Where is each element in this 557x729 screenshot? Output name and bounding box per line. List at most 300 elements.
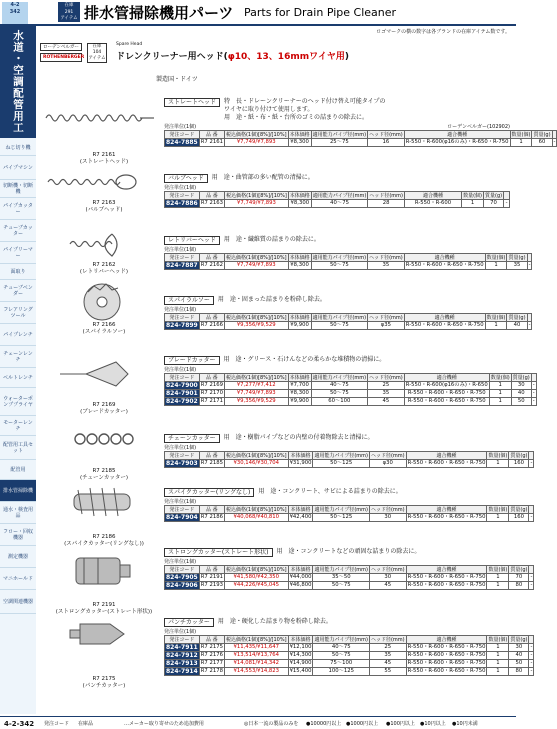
sidebar-tab[interactable]: モーターレンチ xyxy=(0,416,36,436)
spec-cell: - xyxy=(505,200,508,206)
order-unit-note: 発注単位(1個) xyxy=(164,499,197,505)
sidebar-tab[interactable]: チェーンレンチ xyxy=(0,346,36,368)
caption-model: R7 2162 xyxy=(92,262,116,268)
desc-line: ワイヤに取り付けて使用します。 xyxy=(224,106,314,113)
caption-model: R7 2169 xyxy=(92,402,116,408)
spec-cell[interactable]: 824-7913 xyxy=(166,660,198,667)
spec-cell: ¥7,749/¥7,893 xyxy=(224,390,288,398)
spec-cell: ¥9,900 xyxy=(288,398,311,406)
spec-header-cell: 発注コード xyxy=(165,636,200,644)
spec-cell: 35～50 xyxy=(313,574,370,582)
sidebar-tab[interactable]: 配管用工具セット xyxy=(0,436,36,460)
spec-cell: R7 2185 xyxy=(200,460,223,466)
spec-header-cell: ヘッド径(mm) xyxy=(370,506,405,513)
desc-line: 用 途・固まった詰まりを粉砕し除去。 xyxy=(217,296,326,303)
spec-table xyxy=(164,191,510,208)
sidebar-tab[interactable]: パイプレンチ xyxy=(0,324,36,346)
order-unit-note: 発注単位(1個) xyxy=(164,559,197,565)
spec-header-cell: 適合機種 xyxy=(406,452,487,460)
sidebar-tab[interactable]: フロー・回収機器 xyxy=(0,524,36,546)
spec-header-cell: 発注コード xyxy=(165,192,200,200)
spec-cell: R7 2191 xyxy=(200,574,223,580)
spec-row xyxy=(165,390,537,398)
product-title-wire: φ10、13、16mmワイヤ用 xyxy=(227,52,345,62)
product-section xyxy=(164,356,535,406)
spec-cell: R7 2169 xyxy=(200,382,223,388)
caption-name: (チェーンカッター) xyxy=(80,475,128,481)
section-label: パンチカッター xyxy=(164,618,214,627)
brand-row xyxy=(40,42,510,69)
section-desc xyxy=(218,296,326,304)
spec-cell: 50～75 xyxy=(311,262,368,270)
spec-cell: R7 2193 xyxy=(200,582,223,588)
spec-header-cell: 適合機種 xyxy=(404,314,485,322)
spec-cell[interactable]: 824-7901 xyxy=(166,390,198,397)
spec-header-row xyxy=(165,506,534,514)
spec-header-cell: 発注コード xyxy=(165,254,200,262)
desc-line: 用 途・硬化した詰まり物を粉砕し除去。 xyxy=(217,618,332,625)
spec-cell: - xyxy=(530,514,533,520)
spec-cell: 40 xyxy=(511,390,531,398)
spec-header-cell: 数量(個) xyxy=(488,636,508,643)
spec-cell: ¥44,000 xyxy=(289,574,312,580)
order-unit-note: 発注単位(1個) xyxy=(164,367,197,373)
spec-row xyxy=(165,139,557,147)
spec-header-cell: 適合機種 xyxy=(404,131,510,139)
sidebar-tab[interactable]: 測定機器 xyxy=(0,546,36,568)
spiral-saw-image xyxy=(84,284,120,320)
spec-header-cell: 質量(g) xyxy=(508,314,526,321)
spec-cell[interactable]: 824-7900 xyxy=(166,382,198,389)
spec-header-cell: 品 番 xyxy=(199,374,224,382)
sidebar-tab[interactable]: ウォーターポンププライヤ xyxy=(0,388,36,416)
brand-note: ロゴマークの横の数字は各ブランドの在庫アイテム数です。 xyxy=(376,29,510,35)
spec-row xyxy=(165,574,534,582)
spec-header-cell: 本体価格 xyxy=(289,192,310,199)
spec-header-cell: 品 番 xyxy=(199,254,224,262)
spec-cell: ¥11,435/¥11,647 xyxy=(224,644,288,652)
desc-line: 用 途・繊維質の詰まりの除去に。 xyxy=(223,236,320,243)
spec-cell: - xyxy=(553,139,556,145)
spec-cell: ¥14,300 xyxy=(289,652,312,658)
spec-cell: R-550・R-600・R-650・R-750 xyxy=(407,574,486,580)
spec-table xyxy=(164,635,534,676)
sidebar-tab[interactable]: フレアリングツール xyxy=(0,302,36,324)
spec-cell: R-550・R-600・R-650・R-750 xyxy=(404,390,489,398)
spec-cell: 1 xyxy=(487,574,509,582)
spec-header-cell: 税込価格(1個)[8%]/[10%] xyxy=(225,314,287,321)
spec-header-cell: 適用能力パイプ径(mm) xyxy=(312,254,367,261)
spec-cell: 160 xyxy=(509,514,529,522)
spec-header-cell: 税込価格(1個)[8%]/[10%] xyxy=(225,131,287,138)
desc-line: 用 途・紙・布・紙・台所のゴミの詰まりの除去に。 xyxy=(224,114,369,121)
caption-name: (スパイクカッター(リングなし)) xyxy=(64,541,144,547)
spec-header-cell: 本体価格 xyxy=(289,374,310,381)
product-caption xyxy=(44,200,164,214)
brand-logo-jp: ローデンベルガー xyxy=(40,43,82,51)
brand-stock-badge: 在庫 104 アイテム xyxy=(88,44,106,61)
spec-header-cell: 税込価格(1個)[8%]/[10%] xyxy=(225,506,287,513)
spec-header-cell: 本体価格 xyxy=(288,636,313,644)
sidebar-tab[interactable]: パイプカッター xyxy=(0,198,36,220)
spec-cell: 50～75 xyxy=(311,322,368,330)
spec-cell: - xyxy=(532,382,535,388)
footer-legend-10000: ●10000円以上 xyxy=(306,721,342,727)
spec-cell: R7 2175 xyxy=(200,644,223,650)
sidebar-tab[interactable]: 排水管掃除機 xyxy=(0,480,36,502)
section-desc xyxy=(224,434,374,442)
section-label: ストレートヘッド xyxy=(164,98,220,107)
section-desc xyxy=(224,236,320,244)
desc-line: 特 長・ドレーンクリーナーのヘッド付け替え可能タイプの xyxy=(224,98,386,105)
footer-legend-code: 発注コード xyxy=(44,721,70,727)
spec-header-cell: 品 番 xyxy=(199,314,224,322)
spec-cell: R-550・R-600・R-650・R-750 xyxy=(405,322,484,328)
caption-model: R7 2185 xyxy=(92,468,116,474)
spec-row xyxy=(165,668,534,676)
spec-header-cell: 本体価格 xyxy=(288,452,313,460)
spec-cell: 1 xyxy=(489,382,511,390)
sidebar-tab[interactable]: 空調関連機器 xyxy=(0,590,36,614)
spec-header-cell: 適合機種 xyxy=(406,506,487,514)
section-label: ブレードカッター xyxy=(164,356,220,365)
sidebar-tab[interactable]: パイプマシン xyxy=(0,156,36,180)
retriever-head-image xyxy=(70,234,117,256)
order-unit-note: 発注単位(1個) xyxy=(164,124,197,130)
section-desc xyxy=(224,98,385,122)
spec-header-cell: 品 番 xyxy=(199,192,224,200)
spec-cell: 35 xyxy=(507,262,527,270)
spec-header-cell: 本体価格 xyxy=(288,566,313,574)
product-title xyxy=(116,49,349,62)
spec-cell[interactable]: 824-7906 xyxy=(166,582,198,589)
sidebar-tab[interactable]: チューブカッター xyxy=(0,220,36,242)
product-section xyxy=(164,488,533,522)
spec-cell: R7 2170 xyxy=(200,390,223,396)
spec-row xyxy=(165,514,534,522)
spec-cell: 50 xyxy=(511,398,531,406)
caption-model: R7 2175 xyxy=(92,676,116,682)
spec-header-cell: 適用能力パイプ径(mm) xyxy=(314,452,368,459)
spec-cell: R7 2176 xyxy=(200,652,223,658)
spec-cell: R-550・R-600・R-650・R-750 xyxy=(405,262,484,268)
desc-line: 用 途・コンクリート、サビによる詰まりの除去に。 xyxy=(258,488,402,495)
spec-row xyxy=(165,644,534,652)
spec-header-cell: ヘッド径(mm) xyxy=(369,374,403,381)
product-section xyxy=(164,174,510,208)
spec-header-cell: 質量(g) xyxy=(512,374,530,381)
spec-cell: ¥14,900 xyxy=(289,660,312,666)
order-unit-note: 発注単位(1個) xyxy=(164,629,197,635)
spec-cell: 50～125 xyxy=(313,460,370,468)
product-caption xyxy=(44,152,164,166)
spec-cell: 55 xyxy=(369,668,406,676)
spec-row xyxy=(165,582,534,590)
footer-legend-quality: ◎日本一流の製品のみを xyxy=(244,721,299,727)
spec-header-cell: 税込価格(1個)[8%]/[10%] xyxy=(226,192,287,199)
spec-cell: ¥46,800 xyxy=(289,582,312,588)
spec-header-cell: ヘッド径(mm) xyxy=(370,636,405,643)
origin-country: 製造国・ドイツ xyxy=(156,76,198,83)
spec-cell[interactable]: 824-7899 xyxy=(166,322,198,329)
sidebar-tab[interactable]: 面取り xyxy=(0,264,36,280)
spec-header-cell: 適用能力パイプ径(mm) xyxy=(312,314,367,321)
sidebar-tab[interactable]: ベルトレンチ xyxy=(0,368,36,388)
spec-cell: 75～100 xyxy=(313,660,370,668)
spec-row xyxy=(165,652,534,660)
product-section xyxy=(164,618,533,676)
spec-cell: ¥8,300 xyxy=(288,390,311,398)
spec-cell: 60 xyxy=(532,139,552,147)
spec-header-cell: 発注コード xyxy=(165,374,200,382)
spec-cell: - xyxy=(530,660,533,666)
spec-cell: R7 2161 xyxy=(200,139,223,145)
sidebar-tab[interactable]: 切断機・切断機 xyxy=(0,180,36,198)
spec-cell: ¥44,226/¥45,045 xyxy=(224,582,288,590)
chain-cutter-image xyxy=(75,434,133,444)
spec-cell: 28 xyxy=(368,200,405,208)
product-caption xyxy=(44,402,164,416)
spec-cell: 60～100 xyxy=(311,398,368,406)
spec-header-cell: 質量(g) xyxy=(510,636,528,643)
spec-header-cell: 数量(個) xyxy=(488,452,508,459)
spec-cell: 70 xyxy=(484,200,504,208)
spec-cell[interactable]: 824-7904 xyxy=(166,514,198,521)
spec-cell: 16 xyxy=(368,139,405,147)
spec-cell: ¥14,553/¥14,823 xyxy=(224,668,288,676)
spec-cell: ¥31,900 xyxy=(289,460,312,466)
spec-cell: ¥13,514/¥13,764 xyxy=(224,652,288,660)
spec-cell[interactable]: 824-7914 xyxy=(166,668,198,675)
spec-cell: 1 xyxy=(487,514,509,522)
spec-header-cell: 適用能力パイプ径(mm) xyxy=(314,566,368,573)
spec-cell: R-550・R-600・R-650・R-750 xyxy=(404,398,489,406)
footer-legend-10: ●10円以上 xyxy=(420,721,446,727)
spec-header-cell: 発注コード xyxy=(165,452,200,460)
section-label: レトリバーヘッド xyxy=(164,236,220,245)
spec-cell: ¥7,749/¥7,893 xyxy=(224,139,288,147)
spec-cell: 1 xyxy=(489,398,511,406)
spec-header-cell: 本体価格 xyxy=(289,254,310,261)
spec-cell: R-550・R-600・R-650・R-750 xyxy=(407,514,486,520)
spec-header-cell: 適用能力パイプ径(mm) xyxy=(314,636,368,643)
spec-cell: 1 xyxy=(487,652,509,660)
desc-line: 用 途・グリース・石けんなどの柔らかな堆積物の清掃に。 xyxy=(223,356,386,363)
product-section xyxy=(164,296,531,330)
product-illustrations xyxy=(40,84,164,684)
spec-cell[interactable]: 824-7905 xyxy=(166,574,198,581)
spec-cell: 1 xyxy=(510,139,532,147)
straight-head-image xyxy=(46,115,154,121)
spec-header-cell xyxy=(529,506,534,514)
spec-cell[interactable]: 824-7885 xyxy=(166,139,198,146)
spec-header-row xyxy=(165,131,557,139)
section-label: ストロングカッター(ストレート形状) xyxy=(164,548,273,557)
spec-cell: - xyxy=(530,644,533,650)
spec-header-cell: 本体価格 xyxy=(288,506,313,514)
spec-cell: 70 xyxy=(509,574,529,582)
product-title-text: ドレンクリーナー用ヘッド( xyxy=(116,52,228,62)
sidebar-tab[interactable]: チューブベンダー xyxy=(0,280,36,302)
spec-header-cell: 適用能力パイプ径(mm) xyxy=(314,506,368,513)
spec-cell: 30 xyxy=(509,644,529,652)
spec-cell: ¥9,356/¥9,529 xyxy=(224,322,288,330)
spec-cell[interactable]: 824-7902 xyxy=(166,398,198,405)
footer-legend-1000: ●1000円以上 xyxy=(346,721,379,727)
spec-header-cell: ヘッド径(mm) xyxy=(369,314,403,321)
sidebar-tab[interactable]: 配管用 xyxy=(0,460,36,480)
spec-cell: ¥7,749/¥7,893 xyxy=(225,200,289,208)
spec-header-cell: 数量(個) xyxy=(511,131,531,138)
spec-header-cell: 質量(g) xyxy=(510,452,528,459)
spec-cell[interactable]: 824-7911 xyxy=(166,644,198,651)
spec-cell: 30 xyxy=(511,382,531,390)
spec-cell: R-550・R-600・R-650・R-750 xyxy=(407,668,486,674)
sidebar-tab[interactable]: パイプリーマー xyxy=(0,242,36,264)
spec-cell: 35 xyxy=(368,390,405,398)
punch-cutter-image xyxy=(70,624,124,644)
product-section xyxy=(164,98,556,147)
spec-header-row xyxy=(165,254,532,262)
section-label: チェーンカッター xyxy=(164,434,220,443)
spec-cell: ¥9,356/¥9,529 xyxy=(224,398,288,406)
product-section xyxy=(164,548,533,590)
spec-cell: 30 xyxy=(369,574,406,582)
spec-cell: R7 2163 xyxy=(200,200,224,206)
spec-cell: R-550・R-600 xyxy=(404,200,461,208)
spec-cell: ¥30,146/¥30,704 xyxy=(224,460,288,468)
desc-line: 用 途・曲管部の多い配管の清掃に。 xyxy=(211,174,314,181)
spec-header-cell: 質量(g) xyxy=(485,192,503,199)
spec-cell: ¥9,900 xyxy=(288,322,311,330)
sidebar-tab[interactable]: 通水・検査用品 xyxy=(0,502,36,524)
caption-name: (レトリバーヘッド) xyxy=(79,269,129,275)
spike-cutter-image xyxy=(74,488,130,516)
spec-cell: 1 xyxy=(487,460,509,468)
spec-cell: 100～125 xyxy=(313,668,370,676)
spec-row xyxy=(165,262,532,270)
spec-cell: ¥7,700 xyxy=(288,382,311,390)
spec-header-cell: 適合機種 xyxy=(404,374,489,382)
spec-header-cell: ヘッド径(mm) xyxy=(369,192,403,199)
spec-cell[interactable]: 824-7903 xyxy=(166,460,198,467)
spec-cell: 45 xyxy=(368,398,405,406)
product-caption xyxy=(44,676,164,690)
spec-cell: 35 xyxy=(368,262,405,270)
spec-cell: - xyxy=(530,460,533,466)
spec-cell: ¥7,277/¥7,412 xyxy=(224,382,288,390)
sidebar-tab[interactable]: ねじ切り機 xyxy=(0,140,36,156)
caption-name: (ストロングカッター(ストレート形状)) xyxy=(55,609,153,615)
spec-cell: 45 xyxy=(369,582,406,590)
spec-header-cell: 数量(個) xyxy=(486,314,506,321)
spec-cell: ¥42,400 xyxy=(289,514,312,520)
spec-header-cell: 品 番 xyxy=(199,452,224,460)
footer-legend-order: …メーカー取り寄せのため追加費用 xyxy=(124,721,204,727)
spec-header-cell: 品 番 xyxy=(199,506,224,514)
footer-legend-under10: ●10円未満 xyxy=(452,721,478,727)
spec-header-cell xyxy=(529,636,534,644)
footer-legend-stock: 在庫品 xyxy=(78,721,94,727)
blade-cutter-image xyxy=(60,362,128,386)
caption-name: (ブレードカッター) xyxy=(80,409,128,415)
section-desc xyxy=(218,618,332,626)
spec-header-cell xyxy=(504,192,510,200)
caption-model: R7 2191 xyxy=(92,602,116,608)
spec-cell: - xyxy=(530,574,533,580)
stock-count-badge: 在庫 291 アイテム xyxy=(58,2,80,22)
product-caption xyxy=(44,322,164,336)
spec-header-cell: 発注コード xyxy=(165,131,200,139)
spec-cell: 25 xyxy=(369,644,406,652)
spec-cell: 50～75 xyxy=(313,582,370,590)
spec-cell: ¥15,400 xyxy=(289,668,312,674)
caption-name: (スパイラルソー) xyxy=(82,329,126,335)
product-caption xyxy=(44,468,164,482)
spec-cell: 1 xyxy=(487,668,509,676)
spec-header-cell: 税込価格(1個)[8%]/[10%] xyxy=(225,452,287,459)
spec-cell: 30 xyxy=(369,514,406,522)
spec-cell: 50 xyxy=(509,660,529,668)
page-title: 排水管掃除機用パーツ xyxy=(84,4,234,22)
order-unit-note: 発注単位(1個) xyxy=(164,247,197,253)
spec-header-cell: 適用能力パイプ径(mm) xyxy=(312,374,367,381)
bulb-head-image xyxy=(48,175,136,189)
spec-header-cell xyxy=(527,254,532,262)
spec-cell: R7 2177 xyxy=(200,660,223,666)
product-title-end: ) xyxy=(344,52,349,62)
spec-cell: - xyxy=(528,262,531,268)
spec-header-row xyxy=(165,374,537,382)
spec-table xyxy=(164,565,534,590)
spec-header-cell: 数量(個) xyxy=(488,566,508,573)
page-title-en: Parts for Drain Pipe Cleaner xyxy=(244,6,397,19)
spec-cell: 40 xyxy=(507,322,527,330)
caption-model: R7 2186 xyxy=(92,534,116,540)
spec-cell: 40～75 xyxy=(313,644,370,652)
sidebar-heading: 水道・空調配管用工 xyxy=(0,26,36,138)
spare-head-label: Spare Head xyxy=(116,42,143,47)
order-unit-note: 発注単位(1個) xyxy=(164,307,197,313)
spec-header-cell xyxy=(527,314,532,322)
sidebar-tab[interactable]: マニホールド xyxy=(0,568,36,590)
desc-line: 用 途・樹脂パイプなどの内壁の付着物除去と清掃に。 xyxy=(223,434,374,441)
section-desc xyxy=(277,548,421,556)
spec-header-cell: 質量(g) xyxy=(510,566,528,573)
spec-header-cell: 数量(個) xyxy=(463,192,483,199)
spec-cell[interactable]: 824-7912 xyxy=(166,652,198,659)
product-caption xyxy=(44,534,164,548)
page-footer xyxy=(0,716,516,729)
spec-header-cell: ヘッド径(mm) xyxy=(369,131,403,138)
product-caption xyxy=(44,602,164,616)
spec-header-cell: 税込価格(1個)[8%]/[10%] xyxy=(225,566,287,573)
page-number-badge: 4-2 342 xyxy=(2,2,28,24)
spec-cell: 50～75 xyxy=(311,390,368,398)
brand-logo: ROTHENBERGER xyxy=(40,53,82,62)
spec-cell[interactable]: 824-7887 xyxy=(166,262,198,269)
spec-header-row xyxy=(165,314,532,322)
spec-cell: 40～75 xyxy=(311,200,368,208)
spec-header-cell: 品 番 xyxy=(199,131,224,139)
brand-code: ローデンベルガー(102902) xyxy=(447,124,510,130)
spec-cell: R-550・R-600・R-650・R-750 xyxy=(407,644,486,650)
spec-cell[interactable]: 824-7886 xyxy=(166,200,198,207)
spec-table xyxy=(164,130,557,147)
order-unit-note: 発注単位(1個) xyxy=(164,445,197,451)
spec-header-cell: 品 番 xyxy=(199,566,224,574)
spec-cell: ¥12,100 xyxy=(289,644,312,650)
